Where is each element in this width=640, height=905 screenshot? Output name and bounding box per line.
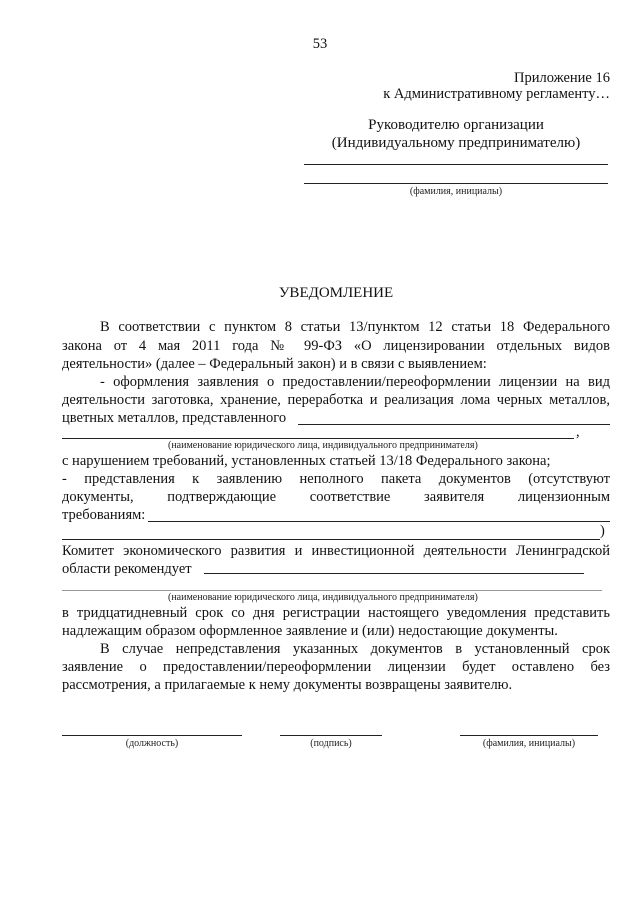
name-blank-line[interactable] — [460, 735, 598, 736]
page-number: 53 — [312, 36, 328, 52]
paragraph-6-line-1: в тридцатидневный срок со дня регистрации настоящего уведомления представить — [62, 605, 610, 621]
addressee-line-1: Руководителю организации — [368, 117, 544, 133]
addressee-line-2: (Индивидуальному предпринимателю) — [331, 135, 581, 151]
paragraph-7-line-1: В случае непредставления указанных документов в установленный срок — [100, 641, 610, 657]
requirements-blank-line-1[interactable] — [148, 521, 610, 522]
paragraph-4-line-3: требованиям: — [62, 507, 146, 523]
requirements-blank-line-2[interactable] — [62, 539, 600, 540]
paragraph-6-line-2: надлежащим образом оформленное заявление и (или) недостающие документы. — [62, 623, 558, 639]
position-blank-line[interactable] — [62, 735, 242, 736]
paragraph-2-line-3: цветных металлов, представленного — [62, 410, 287, 426]
signature-blank-line[interactable] — [280, 735, 382, 736]
document-title: УВЕДОМЛЕНИЕ — [278, 285, 394, 301]
position-caption: (должность) — [125, 738, 179, 749]
addressee-blank-line-1[interactable] — [304, 164, 608, 165]
entity-caption-1: (наименование юридического лица, индивидуального предпринимателя) — [168, 440, 478, 451]
paragraph-2-line-1: - оформления заявления о предоставлении/переоформлении лицензии на вид — [100, 374, 610, 390]
addressee-blank-line-2[interactable] — [304, 183, 608, 184]
paragraph-5-line-2: области рекомендует — [62, 561, 192, 577]
paragraph-7-line-3: рассмотрения, а прилагаемые к нему документы возвращены заявителю. — [62, 677, 513, 693]
name-caption: (фамилия, инициалы) — [482, 738, 576, 749]
paragraph-1-line-3: деятельности» (далее – Федеральный закон) и в связи с выявлением: — [62, 356, 487, 372]
paragraph-2-line-2: деятельности заготовка, хранение, переработка и реализация лома черных металлов, — [62, 392, 610, 408]
entity-caption-2: (наименование юридического лица, индивидуального предпринимателя) — [168, 592, 478, 603]
paragraph-4-line-1: - представления к заявлению неполного пакета документов (отсутствуют — [62, 471, 610, 487]
addressee-caption: (фамилия, инициалы) — [409, 186, 503, 197]
comma: , — [576, 424, 580, 440]
paragraph-3: с нарушением требований, установленных статьей 13/18 Федерального закона; — [62, 453, 551, 469]
appendix-label: Приложение 16 — [514, 70, 610, 86]
entity-blank-line-1a[interactable] — [298, 424, 610, 425]
entity-blank-line-2a[interactable] — [204, 573, 584, 574]
paragraph-5-line-1: Комитет экономического развития и инвестиционной деятельности Ленинградской — [62, 543, 610, 559]
regulation-label: к Административному регламенту… — [383, 86, 610, 102]
paragraph-1-line-1: В соответствии с пунктом 8 статьи 13/пунктом 12 статьи 18 Федерального — [100, 319, 610, 335]
entity-blank-line-2b[interactable] — [62, 590, 602, 591]
paragraph-4-line-2: документы, подтверждающие соответствие заявителя лицензионным — [62, 489, 610, 505]
paragraph-1-line-2: закона от 4 мая 2011 года № 99-ФЗ «О лицензировании отдельных видов — [62, 338, 610, 354]
signature-caption: (подпись) — [310, 738, 352, 749]
entity-blank-line-1b[interactable] — [62, 438, 574, 439]
close-paren: ) — [600, 523, 605, 539]
paragraph-7-line-2: заявление о предоставлении/переоформлении лицензии будет оставлено без — [62, 659, 610, 675]
